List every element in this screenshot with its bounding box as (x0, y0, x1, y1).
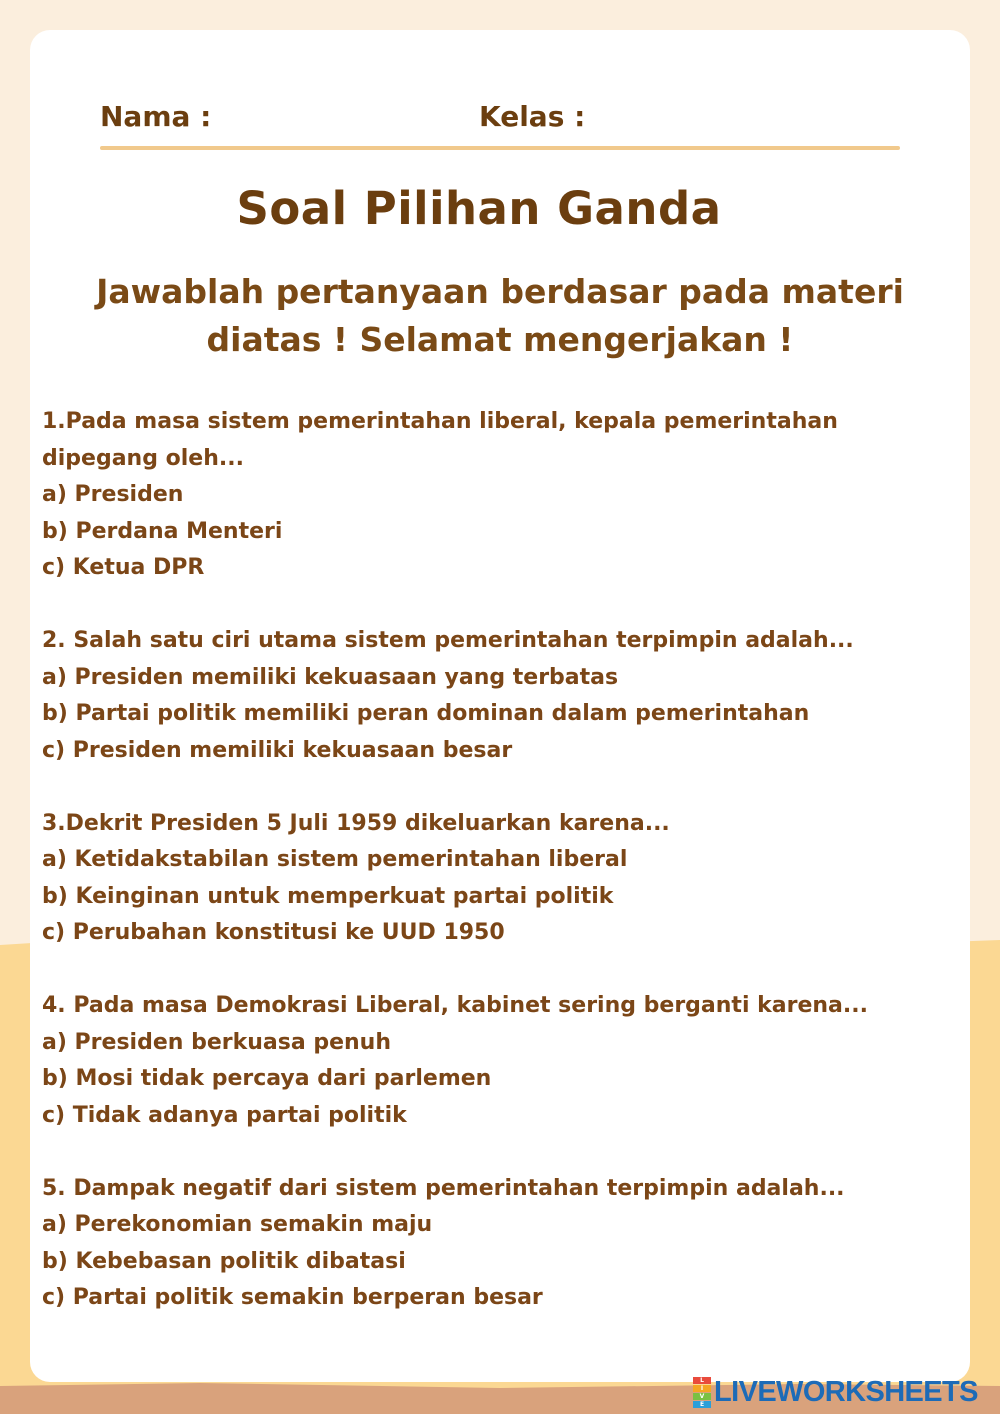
option-b: b) Perdana Menteri (42, 518, 283, 544)
option-c: c) Presiden memiliki kekuasaan besar (42, 737, 513, 763)
question-3 (42, 806, 957, 952)
instructions-line-1: Jawablah pertanyaan berdasar pada materi (96, 272, 904, 311)
question-4 (42, 988, 957, 1134)
option-a: a) Presiden memiliki kekuasaan yang terbatas (42, 664, 619, 690)
option-c: c) Ketua DPR (42, 555, 205, 580)
instructions-line-2: diatas ! Selamat mengerjakan ! (206, 320, 794, 359)
question-1 (42, 404, 957, 587)
live-icon-e: E (693, 1401, 711, 1408)
brand-name: LIVEWORKSHEETS (714, 1375, 978, 1408)
option-c: c) Partai politik semakin berperan besar (42, 1285, 543, 1310)
question-list (42, 404, 957, 1353)
class-label: Kelas : (479, 100, 586, 133)
live-icon (693, 1376, 711, 1408)
question-text: 4. Pada masa Demokrasi Liberal, kabinet sering berganti karena... (42, 993, 868, 1018)
live-icon-l: L (693, 1377, 711, 1384)
question-5 (42, 1171, 957, 1317)
header-divider (100, 146, 900, 150)
option-b: b) Partai politik memiliki peran dominan dalam pemerintahan (42, 701, 810, 726)
name-label: Nama : (100, 100, 212, 133)
option-c: c) Perubahan konstitusi ke UUD 1950 (42, 920, 505, 945)
option-c: c) Tidak adanya partai politik (42, 1102, 407, 1128)
option-a: a) Presiden (42, 482, 184, 507)
option-a: a) Perekonomian semakin maju (42, 1212, 433, 1237)
page-title: Soal Pilihan Ganda (236, 182, 722, 235)
liveworksheets-logo (693, 1376, 978, 1408)
option-a: a) Ketidakstabilan sistem pemerintahan liberal (42, 847, 628, 872)
question-text: 1.Pada masa sistem pemerintahan liberal, kepala pemerintahan dipegang oleh... (42, 409, 838, 471)
instructions (70, 268, 930, 364)
option-b: b) Keinginan untuk memperkuat partai politik (42, 883, 614, 909)
option-b: b) Kebebasan politik dibatasi (42, 1248, 406, 1274)
question-text: 2. Salah satu ciri utama sistem pemerintahan terpimpin adalah... (42, 628, 854, 653)
question-text: 3.Dekrit Presiden 5 Juli 1959 dikeluarkan karena... (42, 810, 670, 836)
question-2 (42, 623, 957, 769)
option-b: b) Mosi tidak percaya dari parlemen (42, 1066, 492, 1091)
question-text: 5. Dampak negatif dari sistem pemerintahan terpimpin adalah... (42, 1175, 845, 1201)
live-icon-v: V (693, 1393, 711, 1400)
option-a: a) Presiden berkuasa penuh (42, 1029, 391, 1055)
live-icon-i: I (693, 1385, 711, 1392)
